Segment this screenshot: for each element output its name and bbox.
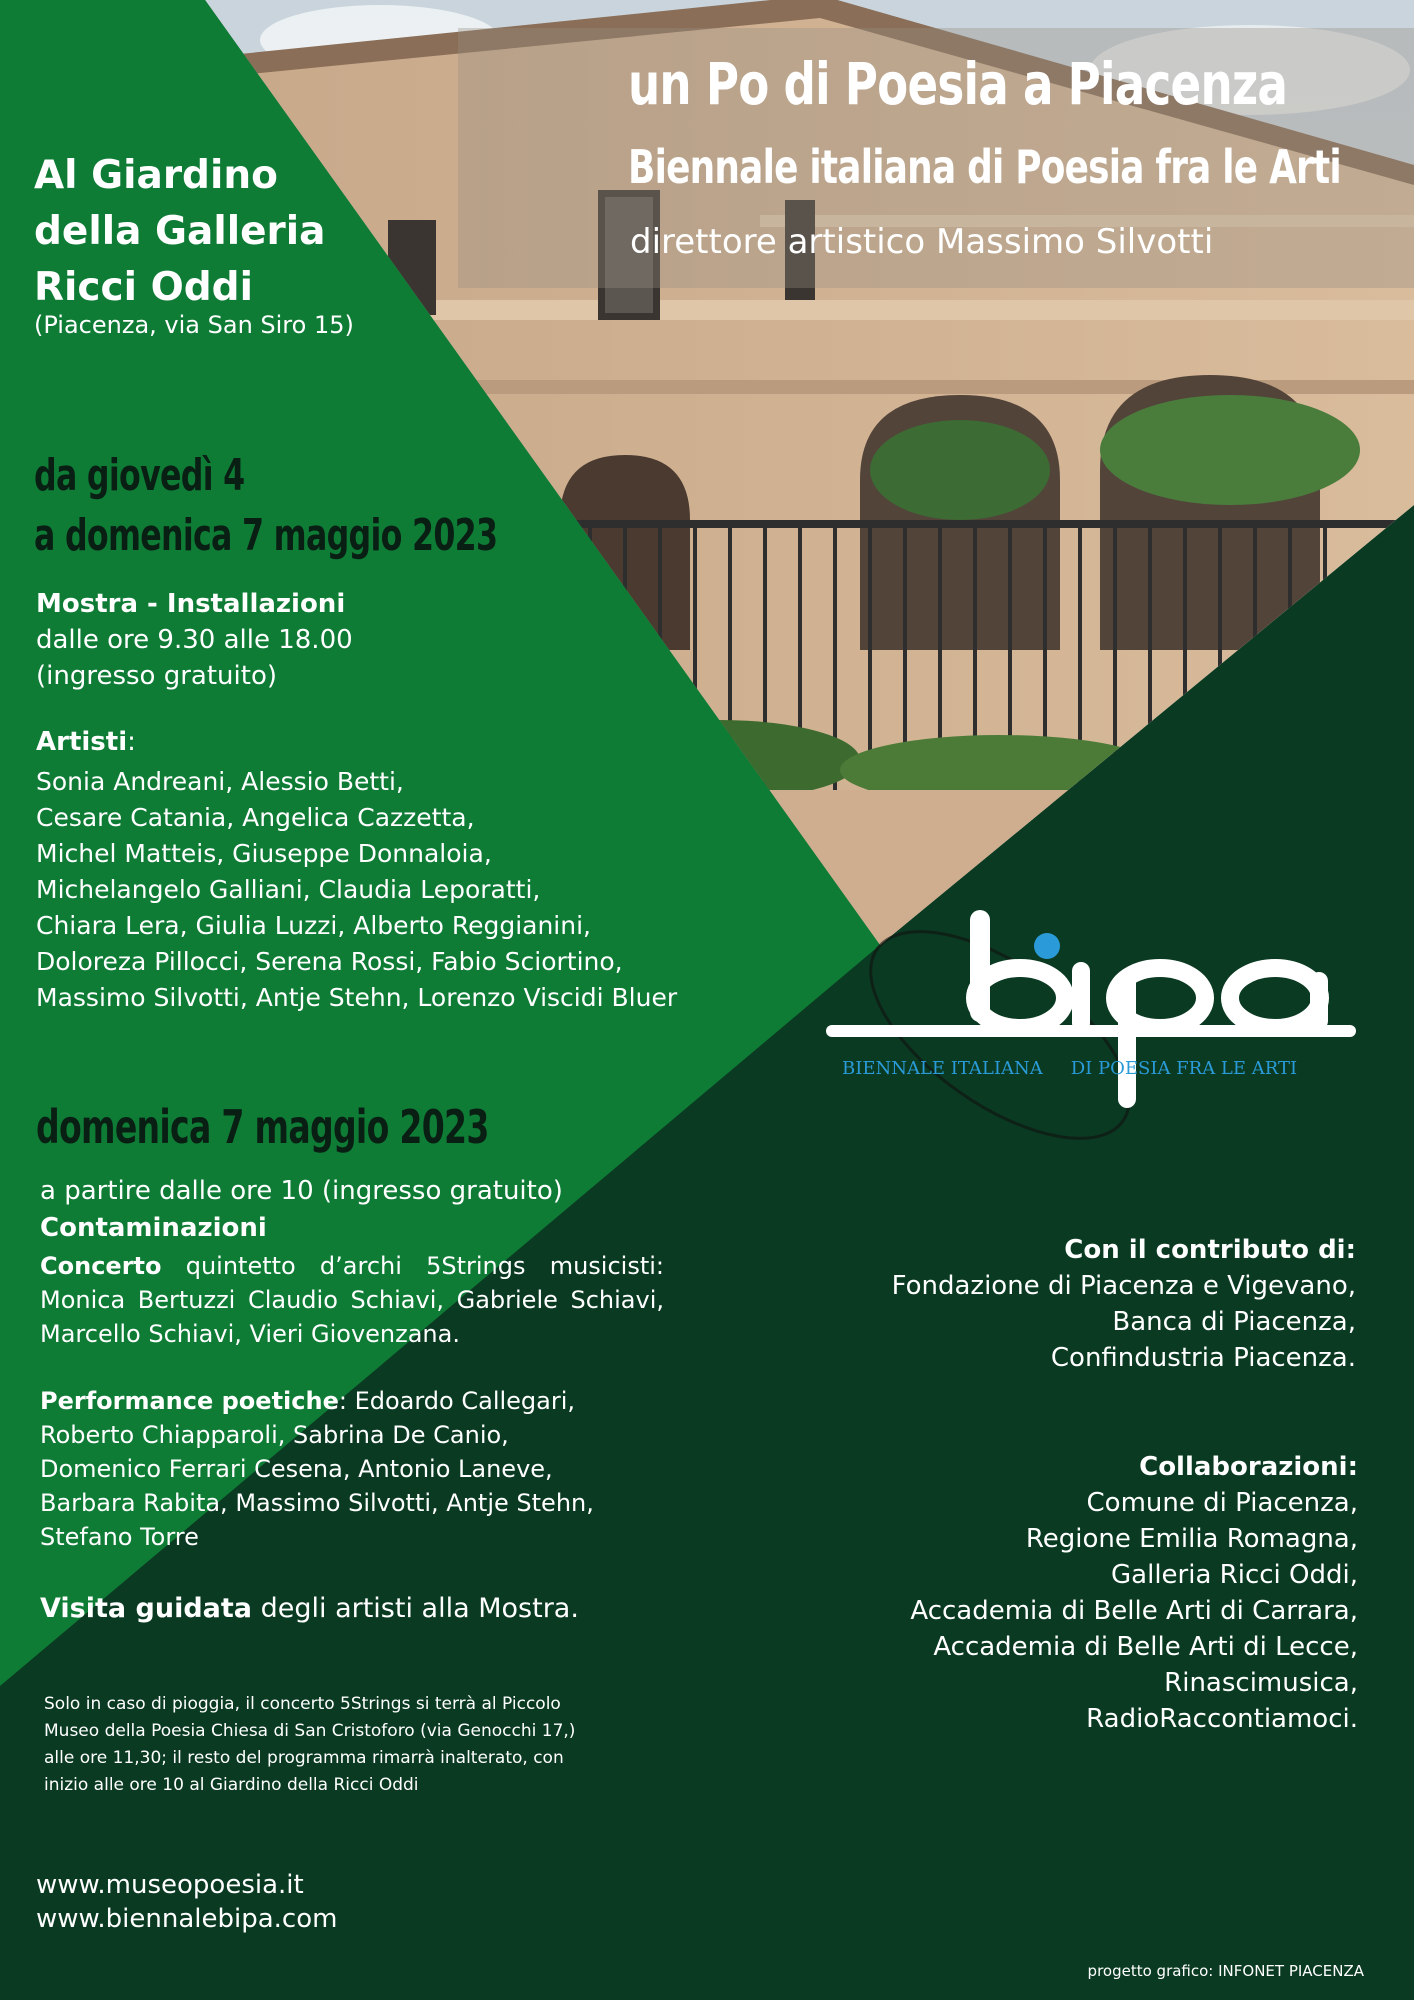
artists-line: Doloreza Pillocci, Serena Rossi, Fabio Sciortino, xyxy=(36,947,623,976)
performances-line: : Edoardo Callegari, xyxy=(338,1387,576,1415)
exhibition-title: Mostra - Installazioni xyxy=(36,589,346,619)
exhibition-entry: (ingresso gratuito) xyxy=(36,661,277,691)
artistic-director: direttore artistico Massimo Silvotti xyxy=(630,222,1214,262)
rain-notice xyxy=(44,1691,575,1799)
collab-line: Galleria Ricci Oddi, xyxy=(1111,1560,1358,1590)
artists-line: Sonia Andreani, Alessio Betti, xyxy=(36,767,404,796)
rain-notice-line: inizio alle ore 10 al Giardino della Ricci Oddi xyxy=(44,1775,419,1795)
sunday-date: domenica 7 maggio 2023 xyxy=(36,1100,489,1154)
rain-notice-line: Solo in caso di pioggia, il concerto 5Strings si terrà al Piccolo xyxy=(44,1694,561,1714)
contaminazioni-heading: Contaminazioni xyxy=(40,1213,267,1243)
subtitle: Biennale italiana di Poesia fra le Arti xyxy=(628,140,1341,194)
sponsor-line: Fondazione di Piacenza e Vigevano, xyxy=(891,1271,1356,1301)
artists-heading: Artisti: xyxy=(36,727,136,757)
venue-line: Al Giardino xyxy=(34,153,278,198)
performances-line: Roberto Chiapparoli, Sabrina De Canio, xyxy=(40,1421,509,1449)
collab-line: Rinascimusica, xyxy=(1164,1668,1358,1698)
rain-notice-line: Museo della Poesia Chiesa di San Cristoforo (via Genocchi 17,) xyxy=(44,1721,576,1741)
exhibition-date-start: da giovedì 4 xyxy=(34,450,245,501)
sunday-start: a partire dalle ore 10 (ingresso gratuito) xyxy=(40,1176,563,1206)
artists-line: Massimo Silvotti, Antje Stehn, Lorenzo Viscidi Bluer xyxy=(36,983,678,1012)
logo-tagline-left: BIENNALE ITALIANA xyxy=(842,1058,1043,1079)
guided-visit-text: degli artisti alla Mostra. xyxy=(252,1593,579,1624)
performances-line: Domenico Ferrari Cesena, Antonio Laneve, xyxy=(40,1455,553,1483)
venue-line: Ricci Oddi xyxy=(34,265,253,310)
exhibition-hours: dalle ore 9.30 alle 18.00 xyxy=(36,625,353,655)
collaborations xyxy=(910,1449,1358,1737)
artists-label: Artisti xyxy=(36,727,128,757)
performances-line: Stefano Torre xyxy=(40,1523,199,1551)
performances-label: Performance poetiche xyxy=(40,1387,339,1415)
performances-line: Barbara Rabita, Massimo Silvotti, Antje Stehn, xyxy=(40,1489,594,1517)
artists-line: Chiara Lera, Giulia Luzzi, Alberto Reggianini, xyxy=(36,911,591,940)
logo-dot xyxy=(1034,933,1060,959)
performances xyxy=(40,1384,594,1554)
concert-info xyxy=(40,1249,664,1351)
sponsor-line: Confindustria Piacenza. xyxy=(1050,1343,1356,1373)
guided-visit xyxy=(40,1593,579,1624)
sponsor-line: Banca di Piacenza, xyxy=(1112,1307,1356,1337)
website-links xyxy=(36,1868,337,1936)
exhibition-info xyxy=(36,586,353,694)
venue-line: della Galleria xyxy=(34,209,326,254)
artists-line: Cesare Catania, Angelica Cazzetta, xyxy=(36,803,475,832)
concert-label: Concerto xyxy=(40,1252,162,1280)
rain-notice-line: alle ore 11,30; il resto del programma rimarrà inalterato, con xyxy=(44,1748,564,1768)
collab-line: RadioRaccontiamoci. xyxy=(1086,1704,1358,1734)
concert-text: quintetto d’archi 5Strings musicisti: Monica Bertuzzi Claudio Schiavi, Gabriele Schiavi, Marcello Schiavi, Vieri Giovenzana. xyxy=(40,1252,664,1348)
bipa-logo xyxy=(820,880,1380,1180)
website-link[interactable]: www.museopoesia.it xyxy=(36,1870,304,1900)
design-credit: progetto grafico: INFONET PIACENZA xyxy=(1087,1962,1364,1980)
collab-line: Comune di Piacenza, xyxy=(1086,1488,1358,1518)
artists-list xyxy=(36,764,677,1016)
website-link[interactable]: www.biennalebipa.com xyxy=(36,1904,338,1934)
logo-tagline-right: DI POESIA FRA LE ARTI xyxy=(1070,1058,1298,1079)
artists-line: Michelangelo Galliani, Claudia Leporatti, xyxy=(36,875,541,904)
exhibition-date-end: a domenica 7 maggio 2023 xyxy=(34,510,498,561)
artists-line: Michel Matteis, Giuseppe Donnaloia, xyxy=(36,839,492,868)
collab-line: Accademia di Belle Arti di Lecce, xyxy=(933,1632,1358,1662)
venue-address: (Piacenza, via San Siro 15) xyxy=(34,311,354,339)
guided-visit-label: Visita guidata xyxy=(40,1593,253,1624)
collab-line: Accademia di Belle Arti di Carrara, xyxy=(910,1596,1358,1626)
sponsors xyxy=(892,1232,1356,1376)
sponsors-label: Con il contributo di: xyxy=(1064,1235,1356,1265)
main-title: un Po di Poesia a Piacenza xyxy=(628,50,1288,118)
venue-name xyxy=(34,148,325,316)
collab-label: Collaborazioni: xyxy=(1139,1452,1358,1482)
logo-tagline xyxy=(842,1058,1297,1079)
collab-line: Regione Emilia Romagna, xyxy=(1025,1524,1358,1554)
